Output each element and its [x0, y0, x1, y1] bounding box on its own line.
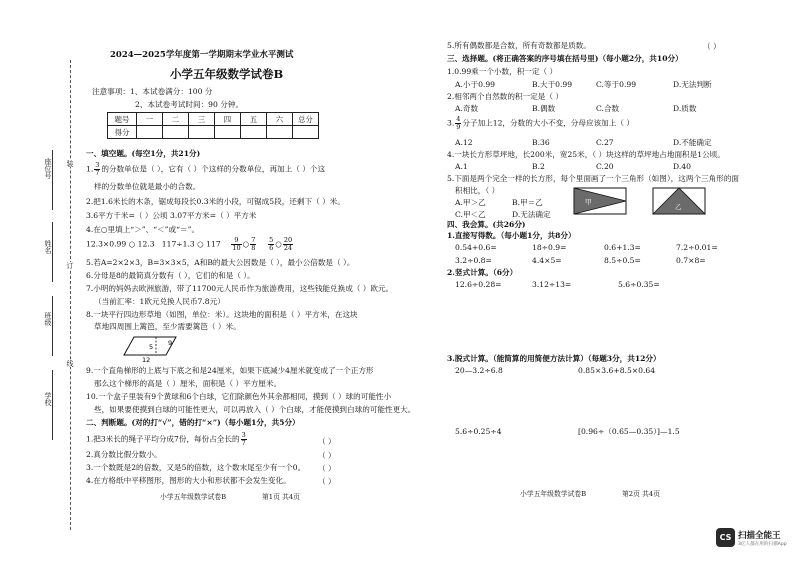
- footer-left-name: 小学五年级数学试卷B: [160, 493, 227, 501]
- answer-bracket[interactable]: （ ）: [318, 464, 336, 473]
- s3-q3-opt-d[interactable]: D.不能确定: [673, 138, 712, 147]
- s3-q4-opt-b[interactable]: B.2: [532, 162, 545, 171]
- s2-q2: 2.真分数比假分数小。: [86, 450, 162, 459]
- s1-q6: 6.分母是8的最简真分数有（ ），它们的和是（ ）。: [86, 271, 255, 280]
- s2-q1: [86, 432, 248, 447]
- s3-q1-opt-d[interactable]: D.无法判断: [673, 80, 712, 89]
- s3-q2-opt-c[interactable]: C.合数: [596, 104, 620, 113]
- s1-q10-line2: 些，如果要使摸到白球的可能性更大，可以再放入（ ）个白球，才能使摸到白球的可能性更大。: [94, 405, 416, 414]
- numerator: 5: [269, 236, 274, 244]
- s3-q3-opt-c[interactable]: C.27: [596, 138, 614, 147]
- compare-fraction: [268, 237, 274, 252]
- oral-calc-item: 3.2÷0.8=: [455, 256, 492, 265]
- s3-q1-opt-a[interactable]: A.小于0.99: [455, 80, 495, 89]
- s4-part1-title: 1.直接写得数。（每小题1分，共8分）: [447, 231, 576, 240]
- s3-q4: 4.一块长方形草坪地，长200米，宽25米，（ ）块这样的草坪地占地面积是1公顷。: [447, 150, 725, 159]
- score-cell: 四: [215, 113, 241, 126]
- paper-title: 小学五年级数学试卷B: [170, 67, 284, 81]
- s1-q8-line2: 草地四周围上篱笆，至少需要篱笆（ ）米。: [94, 322, 241, 331]
- s1-q5: 5.若A=2×2×3，B=3×3×5，A和B的最大公因数是（ ），最小公倍数是（ ）。: [86, 258, 355, 267]
- s1-q10-line1: 10.一个盒子里装有9个黄球和6个白球，它们除颜色外其余都相同，摸到（ ）球的可能性小: [86, 392, 392, 401]
- s3-q4-opt-d[interactable]: D.40: [673, 162, 691, 171]
- answer-bracket[interactable]: （ ）: [318, 477, 336, 486]
- score-cell: 二: [163, 113, 189, 126]
- parallelogram-figure: [122, 333, 178, 363]
- oral-calc-item: 7.2÷0.01=: [676, 243, 718, 252]
- triangle-yi-label: 乙: [675, 203, 682, 211]
- score-table: [107, 112, 319, 139]
- denominator: 7: [241, 439, 246, 447]
- score-entry[interactable]: [215, 126, 241, 139]
- s3-q2-opt-b[interactable]: B.偶数: [532, 104, 556, 113]
- fig-label-base: 12: [142, 356, 151, 364]
- s3-q3-fraction: [455, 116, 461, 131]
- class-label: 班级: [44, 312, 52, 326]
- s1-q4-items: 12.3×0.99 ○ 12.3 117÷1.3 ○ 117 $\frac{9}{10}$ ○ $\frac{7}{8}$ $\frac{5}{6}$ ○ $\frac{20}{24}$: [86, 236, 293, 252]
- s4-part3-title: 3.脱式计算。（能简算的用简便方法计算）（每题3分，共12分）: [447, 354, 661, 363]
- s3-q2-opt-d[interactable]: D.质数: [673, 104, 697, 113]
- vertical-calc-item: 3.12÷13=: [532, 280, 572, 289]
- school-line: [52, 370, 53, 440]
- score-entry[interactable]: [241, 126, 267, 139]
- score-entry[interactable]: [293, 126, 319, 139]
- stepwise-calc-item: 20—3.2÷6.8: [455, 366, 503, 375]
- s3-q5-opt-a[interactable]: A.甲＞乙: [455, 198, 486, 207]
- name-label: 姓名: [44, 240, 52, 254]
- s3-q3-number: 3.: [447, 118, 455, 128]
- s3-q3-text: 分子加上12，分数的大小不变，分母应该加上（ ）: [462, 118, 634, 128]
- compare-fraction: [231, 237, 241, 252]
- score-entry[interactable]: [267, 126, 293, 139]
- denominator: 10: [232, 244, 241, 252]
- score-cell: 五: [241, 113, 267, 126]
- s1-q1-number: 1.: [86, 164, 94, 174]
- denominator: 6: [269, 244, 274, 252]
- school-label: 学校: [44, 392, 52, 406]
- s3-q2: 2.相邻两个自然数的积一定是（ ）: [447, 92, 563, 101]
- s1-q4: 4.在○里填上“＞”、“＜”或“＝”。: [86, 225, 200, 234]
- oral-calc-item: 0.7×8=: [676, 256, 706, 265]
- compare-item: 117÷1.3 ○ 117: [161, 239, 221, 249]
- s3-q5-opt-d[interactable]: D.无法确定: [512, 210, 551, 219]
- s1-q3: 3.6平方千米=（ ）公顷 3.07平方米=（ ）平方米: [86, 211, 257, 220]
- footer-right-page: 第2页 共4页: [622, 490, 660, 498]
- seat-line: [52, 150, 53, 210]
- s3-q1-opt-c[interactable]: C.等于0.99: [596, 80, 637, 89]
- fig-label-height: 5: [149, 343, 154, 351]
- s1-q9-line1: 9.一个直角梯形的上底与下底之和是24厘米，如果下底减少4厘米就变成了一个正方形: [86, 366, 374, 375]
- footer-right-name: 小学五年级数学试卷B: [520, 490, 587, 498]
- s1-q1-line1: [86, 162, 325, 177]
- s1-q1-fraction: [94, 162, 100, 177]
- s3-q3: [447, 116, 634, 131]
- triangle-jia: [574, 188, 626, 214]
- oral-calc-item: 4.4×5=: [532, 256, 562, 265]
- oral-calc-item: 0.54+0.6=: [455, 243, 497, 252]
- name-line: [52, 222, 53, 282]
- s1-q1-text: 的分数单位是（ ），它有（ ）个这样的分数单位，再加上（ ）个这: [101, 164, 326, 174]
- watermark-brand: 扫描全能王: [738, 531, 781, 541]
- notice-2: 2、本试卷考试时间：90 分钟。: [135, 100, 244, 109]
- numerator: 3: [241, 431, 246, 439]
- score-cell: 一: [137, 113, 163, 126]
- denominator: 24: [283, 244, 293, 252]
- s3-q5-line1: 5.下面是两个完全一样的长方形，每个里面画了一个三角形（如图），这两个三角形的面: [447, 174, 740, 183]
- section-2-title: 二、判断题。(对的打“√”，错的打“×”)（每小题1分，共5分）: [86, 418, 300, 427]
- seat-number-label: 座位号: [44, 158, 52, 179]
- s1-q8-line1: 8.一块平行四边形草地（如图，单位：米）。这块地的面积是（ ）平方米，在这块: [86, 310, 358, 319]
- s3-q3-opt-b[interactable]: B.36: [532, 138, 550, 147]
- section-3-title: 三、选择题。(将正确答案的序号填在括号里)（每小题2分，共10分）: [447, 54, 683, 63]
- s1-q9-line2: 那么这个梯形的高是（ ）厘米，面积是（ ）平方厘米。: [94, 379, 282, 388]
- s2-q4: 4.在方格纸中平移图形，图形的大小和形状都不会发生变化。: [86, 476, 291, 485]
- s4-part2-title: 2.竖式计算。（6分）: [447, 268, 518, 277]
- section-1-title: 一、填空题。(每空1分，共21分): [86, 149, 201, 158]
- stepwise-calc-item: 0.85×3.6+8.5×0.64: [578, 366, 656, 375]
- s1-q7-line2: （当前汇率：1欧元兑换人民币7.8元）: [94, 297, 225, 306]
- oral-calc-item: 0.6+1.3=: [604, 243, 641, 252]
- notice-1: 注意事项：1、本试卷满分：100 分: [92, 87, 213, 96]
- triangles-figure: [573, 186, 708, 216]
- score-entry[interactable]: [137, 126, 163, 139]
- s3-q3-opt-a[interactable]: A.12: [455, 138, 473, 147]
- binding-char-2: 订: [66, 262, 74, 269]
- binding-char-1: 装: [66, 160, 74, 167]
- s3-q5-line2: 积相比，（ ）: [455, 186, 500, 195]
- s1-q7-line1: 7.小明的妈妈去欧洲旅游，带了11700元人民币作为旅游费用，这些钱能兑换成（ ）欧元。: [86, 284, 394, 293]
- answer-bracket[interactable]: （ ）: [703, 42, 721, 51]
- oral-calc-item: 18÷0.9=: [532, 243, 567, 252]
- binding-line: [70, 60, 71, 530]
- triangle-jia-label: 甲: [585, 198, 592, 206]
- score-cell: 得分: [108, 126, 137, 139]
- stepwise-calc-item: [0.96÷（0.65—0.35）]—1.5: [578, 427, 680, 436]
- score-cell: 六: [267, 113, 293, 126]
- numerator: 4: [456, 115, 461, 123]
- answer-bracket[interactable]: （ ）: [318, 437, 336, 446]
- numerator: 7: [251, 236, 256, 244]
- binding-char-3: 线: [66, 360, 74, 367]
- s3-q5-opt-b[interactable]: B.甲＝乙: [512, 198, 543, 207]
- camscanner-logo-icon: CS: [716, 528, 735, 547]
- s1-q1-line2: 样的分数单位就是最小的合数。: [94, 182, 201, 191]
- s2-q5: 5.所有偶数都是合数，所有奇数都是质数。: [447, 41, 591, 50]
- stepwise-calc-item: 5.6÷0.25÷4: [455, 427, 502, 436]
- s2-q3: 3.一个数既是2的倍数，又是5的倍数，这个数末尾至少有一个0。: [86, 463, 306, 472]
- s3-q1-opt-b[interactable]: B.大于0.99: [532, 80, 573, 89]
- score-entry[interactable]: [163, 126, 189, 139]
- denominator: 8: [251, 244, 256, 252]
- score-cell: 题号: [108, 113, 137, 126]
- score-table-score-row: [108, 126, 319, 139]
- fig-label-side: 9: [168, 339, 173, 347]
- watermark-tagline: 3亿人都在用的扫描App: [738, 542, 787, 547]
- answer-bracket[interactable]: （ ）: [318, 451, 336, 460]
- numerator: 9: [231, 237, 241, 245]
- section-4-title: 四、我会算。(共26分): [447, 220, 526, 229]
- score-table-header-row: [108, 113, 319, 126]
- s3-q1: 1.0.99乘一个小数，积一定（ ）: [447, 67, 558, 76]
- s3-q4-opt-a[interactable]: A.1: [455, 162, 468, 171]
- numerator: 3: [95, 161, 100, 169]
- class-line: [52, 296, 53, 356]
- s3-q4-opt-c[interactable]: C.20: [596, 162, 614, 171]
- compare-fraction: [283, 237, 293, 252]
- score-cell: 总分: [293, 113, 319, 126]
- score-cell: 三: [189, 113, 215, 126]
- compare-item: 12.3×0.99 ○ 12.3: [86, 239, 155, 249]
- numerator: 20: [283, 236, 293, 244]
- exam-title: 2024—2025学年度第一学期期末学业水平测试: [110, 50, 294, 60]
- s2-q1-fraction: [241, 432, 247, 447]
- compare-fraction: [250, 237, 256, 252]
- vertical-calc-item: 5.6÷0.35=: [618, 280, 660, 289]
- vertical-calc-item: 12.6÷0.28=: [455, 280, 502, 289]
- denominator: 7: [95, 169, 100, 177]
- oral-calc-item: 8.5÷0.5=: [604, 256, 641, 265]
- footer-left-page: 第1页 共4页: [262, 493, 300, 501]
- denominator: 9: [456, 123, 461, 131]
- s3-q2-opt-a[interactable]: A.奇数: [455, 104, 479, 113]
- s1-q2: 2.把1.6米长的木条，锯成每段长0.3米的小段，可锯成5段，还剩下（ ）米。: [86, 197, 345, 206]
- s2-q1-text: 1.把3米长的绳子平均分成7份，每份占全长的: [86, 434, 240, 444]
- score-entry[interactable]: [189, 126, 215, 139]
- s3-q5-opt-c[interactable]: C.甲＜乙: [455, 210, 486, 219]
